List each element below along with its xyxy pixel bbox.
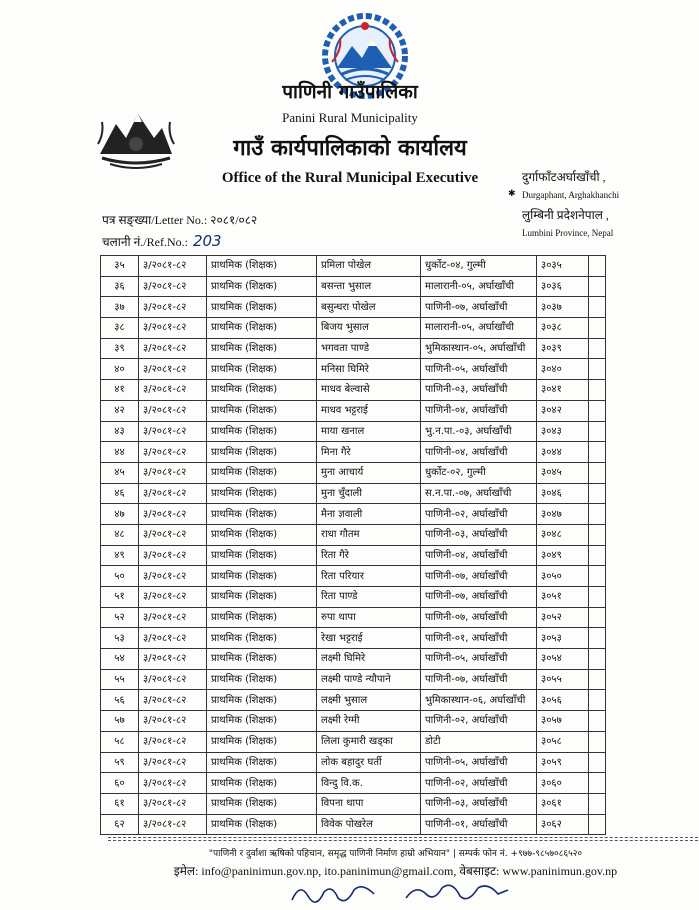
cell-name: बिजय भुसाल	[317, 318, 421, 339]
cell-letter-number: ३/२०८१-८२	[139, 483, 207, 504]
cell-letter-number: ३/२०८१-८२	[139, 566, 207, 587]
cell-letter-number: ३/२०८१-८२	[139, 545, 207, 566]
address-line-1: दुर्गाफाँटअर्घाखाँची ,	[522, 170, 606, 184]
cell-empty	[589, 545, 606, 566]
cell-level: प्राथमिक (शिक्षक)	[207, 773, 317, 794]
signature-stroke	[406, 885, 508, 898]
cell-letter-number: ३/२०८१-८२	[139, 421, 207, 442]
cell-code: ३०६१	[537, 793, 589, 814]
cell-address: पाणिनी-०७, अर्घाखाँची	[421, 607, 537, 628]
cell-address: पाणिनी-०१, अर्घाखाँची	[421, 814, 537, 835]
table-row	[101, 421, 606, 442]
cell-empty	[589, 711, 606, 732]
cell-empty	[589, 421, 606, 442]
cell-empty	[589, 814, 606, 835]
cell-name: लक्ष्मी पाण्डे न्यौपाने	[317, 669, 421, 690]
cell-name: मुना चुँदाली	[317, 483, 421, 504]
cell-serial: ५८	[101, 731, 139, 752]
cell-address: पाणिनी-०५, अर्घाखाँची	[421, 359, 537, 380]
cell-letter-number: ३/२०८१-८२	[139, 462, 207, 483]
cell-empty	[589, 276, 606, 297]
letter-number-label: पत्र सङ्ख्या/Letter No.:	[102, 213, 208, 227]
cell-serial: ४५	[101, 462, 139, 483]
cell-code: ३०४९	[537, 545, 589, 566]
cell-name: लोक बहादुर घर्ती	[317, 752, 421, 773]
table-row	[101, 380, 606, 401]
cell-name: लक्ष्मी रेग्मी	[317, 711, 421, 732]
table-row	[101, 607, 606, 628]
cell-level: प्राथमिक (शिक्षक)	[207, 752, 317, 773]
letter-number-line	[102, 211, 257, 228]
cell-level: प्राथमिक (शिक्षक)	[207, 504, 317, 525]
cell-code: ३०५८	[537, 731, 589, 752]
cell-address: पाणिनी-०७, अर्घाखाँची	[421, 566, 537, 587]
cell-serial: ५०	[101, 566, 139, 587]
table-row	[101, 524, 606, 545]
cell-level: प्राथमिक (शिक्षक)	[207, 587, 317, 608]
cell-serial: ५६	[101, 690, 139, 711]
cell-serial: ५१	[101, 587, 139, 608]
cell-address: धुर्कोट-०४, गुल्मी	[421, 256, 537, 277]
cell-code: ३०४१	[537, 380, 589, 401]
table-row	[101, 773, 606, 794]
cell-empty	[589, 462, 606, 483]
cell-letter-number: ३/२०८१-८२	[139, 649, 207, 670]
cell-code: ३०३९	[537, 338, 589, 359]
cell-level: प्राथमिक (शिक्षक)	[207, 711, 317, 732]
cell-empty	[589, 587, 606, 608]
cell-address: भुमिकास्थान-०५, अर्घाखाँची	[421, 338, 537, 359]
cell-name: रिता परियार	[317, 566, 421, 587]
cell-empty	[589, 504, 606, 525]
letter-number-value: २०८१/०८२	[210, 213, 258, 227]
cell-letter-number: ३/२०८१-८२	[139, 338, 207, 359]
cell-name: रुपा थापा	[317, 607, 421, 628]
cell-serial: ४४	[101, 442, 139, 463]
cell-code: ३०३६	[537, 276, 589, 297]
cell-name: माधव बेल्वासे	[317, 380, 421, 401]
cell-name: मिना गैरे	[317, 442, 421, 463]
cell-empty	[589, 690, 606, 711]
cell-code: ३०५०	[537, 566, 589, 587]
cell-address: मालारानी-०५, अर्घाखाँची	[421, 318, 537, 339]
cell-level: प्राथमिक (शिक्षक)	[207, 628, 317, 649]
table-row	[101, 711, 606, 732]
footer-contact: इमेल: info@paninimun.gov.np, ito.paninimun@gmail.com, वेबसाइट: www.paninimun.gov.np	[173, 864, 618, 878]
cell-name: लक्ष्मी घिमिरे	[317, 649, 421, 670]
cell-code: ३०५४	[537, 649, 589, 670]
cell-empty	[589, 297, 606, 318]
office-title-nepali: गाउँ कार्यपालिकाको कार्यालय	[233, 135, 467, 161]
cell-level: प्राथमिक (शिक्षक)	[207, 297, 317, 318]
cell-level: प्राथमिक (शिक्षक)	[207, 607, 317, 628]
chalani-number-value: 203	[192, 232, 222, 250]
address-line-4: Lumbini Province, Nepal	[522, 228, 614, 238]
cell-empty	[589, 607, 606, 628]
cell-code: ३०५७	[537, 711, 589, 732]
cell-name: लक्ष्मी भुसाल	[317, 690, 421, 711]
table-row	[101, 587, 606, 608]
cell-serial: ५७	[101, 711, 139, 732]
cell-name: मनिसा घिमिरे	[317, 359, 421, 380]
cell-serial: ४१	[101, 380, 139, 401]
cell-letter-number: ३/२०८१-८२	[139, 711, 207, 732]
signature-stroke	[292, 887, 374, 902]
cell-letter-number: ३/२०८१-८२	[139, 587, 207, 608]
cell-empty	[589, 338, 606, 359]
cell-code: ३०५३	[537, 628, 589, 649]
table-row	[101, 649, 606, 670]
cell-letter-number: ३/२०८१-८२	[139, 524, 207, 545]
table-row	[101, 297, 606, 318]
cell-name: लिला कुमारी खड्का	[317, 731, 421, 752]
cell-letter-number: ३/२०८१-८२	[139, 628, 207, 649]
cell-address: पाणिनी-०२, अर्घाखाँची	[421, 504, 537, 525]
cell-letter-number: ३/२०८१-८२	[139, 773, 207, 794]
cell-letter-number: ३/२०८१-८२	[139, 690, 207, 711]
cell-address: पाणिनी-०५, अर्घाखाँची	[421, 649, 537, 670]
cell-empty	[589, 400, 606, 421]
table-row	[101, 462, 606, 483]
cell-code: ३०५५	[537, 669, 589, 690]
cell-serial: ३६	[101, 276, 139, 297]
cell-name: माधव भट्टराई	[317, 400, 421, 421]
table-row	[101, 793, 606, 814]
cell-address: पाणिनी-०२, अर्घाखाँची	[421, 773, 537, 794]
cell-serial: ५४	[101, 649, 139, 670]
cell-address: पाणिनी-०३, अर्घाखाँची	[421, 380, 537, 401]
cell-level: प्राथमिक (शिक्षक)	[207, 380, 317, 401]
cell-empty	[589, 649, 606, 670]
table-row	[101, 359, 606, 380]
teacher-list-table	[100, 255, 606, 835]
cell-letter-number: ३/२०८१-८२	[139, 814, 207, 835]
cell-name: विन्दु वि.क.	[317, 773, 421, 794]
chalani-number-label: चलानी नं./Ref.No.:	[102, 235, 188, 249]
table-row	[101, 442, 606, 463]
cell-code: ३०५१	[537, 587, 589, 608]
table-row	[101, 545, 606, 566]
cell-empty	[589, 524, 606, 545]
cell-code: ३०४०	[537, 359, 589, 380]
cell-name: विपना थापा	[317, 793, 421, 814]
cell-empty	[589, 359, 606, 380]
signature-2	[402, 880, 512, 908]
cell-empty	[589, 380, 606, 401]
cell-serial: ६२	[101, 814, 139, 835]
cell-level: प्राथमिक (शिक्षक)	[207, 421, 317, 442]
cell-serial: ५९	[101, 752, 139, 773]
cell-name: रिता पाण्डे	[317, 587, 421, 608]
cell-code: ३०३७	[537, 297, 589, 318]
cell-address: स.न.पा.-०७, अर्घाखाँची	[421, 483, 537, 504]
cell-name: रिता गैरे	[317, 545, 421, 566]
cell-level: प्राथमिक (शिक्षक)	[207, 442, 317, 463]
cell-level: प्राथमिक (शिक्षक)	[207, 338, 317, 359]
table-row	[101, 400, 606, 421]
table-row	[101, 276, 606, 297]
cell-level: प्राथमिक (शिक्षक)	[207, 545, 317, 566]
footer-slogan: "पाणिनी र दुर्वाशा ऋषिको पहिचान, समृद्ध पाणिनी निर्माण हाम्रो अभियान" | सम्पर्क फोन नं. +९७७-९८५७०८६५२०	[208, 849, 583, 859]
cell-letter-number: ३/२०८१-८२	[139, 793, 207, 814]
cell-empty	[589, 773, 606, 794]
cell-level: प्राथमिक (शिक्षक)	[207, 524, 317, 545]
cell-name: प्रमिला पोखेल	[317, 256, 421, 277]
cell-serial: ४२	[101, 400, 139, 421]
cell-serial: ४६	[101, 483, 139, 504]
cell-serial: ५२	[101, 607, 139, 628]
cell-letter-number: ३/२०८१-८२	[139, 669, 207, 690]
cell-letter-number: ३/२०८१-८२	[139, 256, 207, 277]
address-line-3: लुम्बिनी प्रदेशनेपाल ,	[522, 208, 609, 222]
cell-serial: ५५	[101, 669, 139, 690]
footer-divider	[108, 837, 698, 838]
cell-level: प्राथमिक (शिक्षक)	[207, 731, 317, 752]
cell-code: ३०६२	[537, 814, 589, 835]
cell-serial: ४०	[101, 359, 139, 380]
cell-level: प्राथमिक (शिक्षक)	[207, 793, 317, 814]
cell-code: ३०३५	[537, 256, 589, 277]
table-row	[101, 566, 606, 587]
cell-serial: ६०	[101, 773, 139, 794]
cell-empty	[589, 566, 606, 587]
address-line-2: Durgaphant, Arghakhanchi	[522, 190, 620, 200]
cell-code: ३०४७	[537, 504, 589, 525]
cell-letter-number: ३/२०८१-८२	[139, 318, 207, 339]
cell-code: ३०४४	[537, 442, 589, 463]
national-emblem-art	[98, 114, 174, 168]
cell-name: राधा गौतम	[317, 524, 421, 545]
cell-code: ३०४३	[537, 421, 589, 442]
cell-empty	[589, 731, 606, 752]
cell-level: प्राथमिक (शिक्षक)	[207, 814, 317, 835]
cell-level: प्राथमिक (शिक्षक)	[207, 359, 317, 380]
cell-code: ३०५६	[537, 690, 589, 711]
cell-code: ३०४६	[537, 483, 589, 504]
cell-name: मुना आचार्य	[317, 462, 421, 483]
municipality-name-english: Panini Rural Municipality	[282, 110, 418, 125]
nepal-national-emblem	[96, 104, 176, 172]
cell-serial: ४८	[101, 524, 139, 545]
cell-empty	[589, 483, 606, 504]
cell-empty	[589, 256, 606, 277]
cell-serial: ४९	[101, 545, 139, 566]
cell-code: ३०३८	[537, 318, 589, 339]
cell-name: मैना ज्ञवाली	[317, 504, 421, 525]
signature-1	[288, 880, 378, 908]
cell-level: प्राथमिक (शिक्षक)	[207, 566, 317, 587]
cell-address: पाणिनी-०४, अर्घाखाँची	[421, 400, 537, 421]
cell-address: पाणिनी-०१, अर्घाखाँची	[421, 628, 537, 649]
cell-letter-number: ३/२०८१-८२	[139, 504, 207, 525]
cell-letter-number: ३/२०८१-८२	[139, 380, 207, 401]
table-row	[101, 628, 606, 649]
cell-serial: ६१	[101, 793, 139, 814]
cell-level: प्राथमिक (शिक्षक)	[207, 400, 317, 421]
cell-address: पाणिनी-०४, अर्घाखाँची	[421, 442, 537, 463]
cell-address: भुमिकास्थान-०६, अर्घाखाँची	[421, 690, 537, 711]
cell-level: प्राथमिक (शिक्षक)	[207, 276, 317, 297]
cell-address: पाणिनी-०७, अर्घाखाँची	[421, 669, 537, 690]
cell-level: प्राथमिक (शिक्षक)	[207, 649, 317, 670]
cell-address: पाणिनी-०३, अर्घाखाँची	[421, 793, 537, 814]
cell-code: ३०६०	[537, 773, 589, 794]
bullet-mark: ✱	[508, 189, 516, 199]
table-row	[101, 752, 606, 773]
footer-divider	[108, 840, 698, 841]
cell-empty	[589, 628, 606, 649]
table-row	[101, 338, 606, 359]
cell-address: धुर्कोट-०२, गुल्मी	[421, 462, 537, 483]
cell-address: पाणिनी-०५, अर्घाखाँची	[421, 752, 537, 773]
cell-serial: ३८	[101, 318, 139, 339]
cell-empty	[589, 669, 606, 690]
cell-empty	[589, 442, 606, 463]
cell-name: भगवता पाण्डे	[317, 338, 421, 359]
cell-level: प्राथमिक (शिक्षक)	[207, 483, 317, 504]
cell-code: ३०५९	[537, 752, 589, 773]
table-row	[101, 814, 606, 835]
cell-code: ३०५२	[537, 607, 589, 628]
cell-address: पाणिनी-०४, अर्घाखाँची	[421, 545, 537, 566]
cell-empty	[589, 318, 606, 339]
cell-address: पाणिनी-०७, अर्घाखाँची	[421, 587, 537, 608]
cell-name: बसन्ता भुसाल	[317, 276, 421, 297]
cell-letter-number: ३/२०८१-८२	[139, 752, 207, 773]
table-row	[101, 731, 606, 752]
cell-level: प्राथमिक (शिक्षक)	[207, 462, 317, 483]
cell-name: माया खनाल	[317, 421, 421, 442]
cell-address: भु.न.पा.-०३, अर्घाखाँची	[421, 421, 537, 442]
cell-letter-number: ३/२०८१-८२	[139, 276, 207, 297]
cell-serial: ३५	[101, 256, 139, 277]
cell-address: पाणिनी-०३, अर्घाखाँची	[421, 524, 537, 545]
cell-name: बसुन्धरा पोखेल	[317, 297, 421, 318]
table-row	[101, 690, 606, 711]
table-row	[101, 669, 606, 690]
cell-level: प्राथमिक (शिक्षक)	[207, 318, 317, 339]
table-row	[101, 504, 606, 525]
cell-letter-number: ३/२०८१-८२	[139, 607, 207, 628]
cell-letter-number: ३/२०८१-८२	[139, 442, 207, 463]
cell-code: ३०४८	[537, 524, 589, 545]
cell-address: मालारानी-०५, अर्घाखाँची	[421, 276, 537, 297]
cell-name: रेखा भट्टराई	[317, 628, 421, 649]
cell-serial: ३९	[101, 338, 139, 359]
cell-letter-number: ३/२०८१-८२	[139, 297, 207, 318]
table-row	[101, 483, 606, 504]
cell-address: पाणिनी-०२, अर्घाखाँची	[421, 711, 537, 732]
cell-empty	[589, 752, 606, 773]
cell-serial: ५३	[101, 628, 139, 649]
municipality-name-nepali: पाणिनी गाउँपालिका	[282, 81, 418, 103]
cell-level: प्राथमिक (शिक्षक)	[207, 669, 317, 690]
table-row	[101, 318, 606, 339]
cell-serial: ४७	[101, 504, 139, 525]
cell-code: ३०४२	[537, 400, 589, 421]
cell-level: प्राथमिक (शिक्षक)	[207, 690, 317, 711]
cell-letter-number: ३/२०८१-८२	[139, 731, 207, 752]
cell-letter-number: ३/२०८१-८२	[139, 400, 207, 421]
cell-letter-number: ३/२०८१-८२	[139, 359, 207, 380]
chalani-number-line	[102, 232, 222, 250]
cell-address: डोटी	[421, 731, 537, 752]
table-row	[101, 256, 606, 277]
cell-code: ३०४५	[537, 462, 589, 483]
cell-address: पाणिनी-०७, अर्घाखाँची	[421, 297, 537, 318]
cell-level: प्राथमिक (शिक्षक)	[207, 256, 317, 277]
cell-name: विवेक पोखरेल	[317, 814, 421, 835]
cell-serial: ४३	[101, 421, 139, 442]
cell-empty	[589, 793, 606, 814]
office-title-english: Office of the Rural Municipal Executive	[221, 170, 479, 186]
cell-serial: ३७	[101, 297, 139, 318]
